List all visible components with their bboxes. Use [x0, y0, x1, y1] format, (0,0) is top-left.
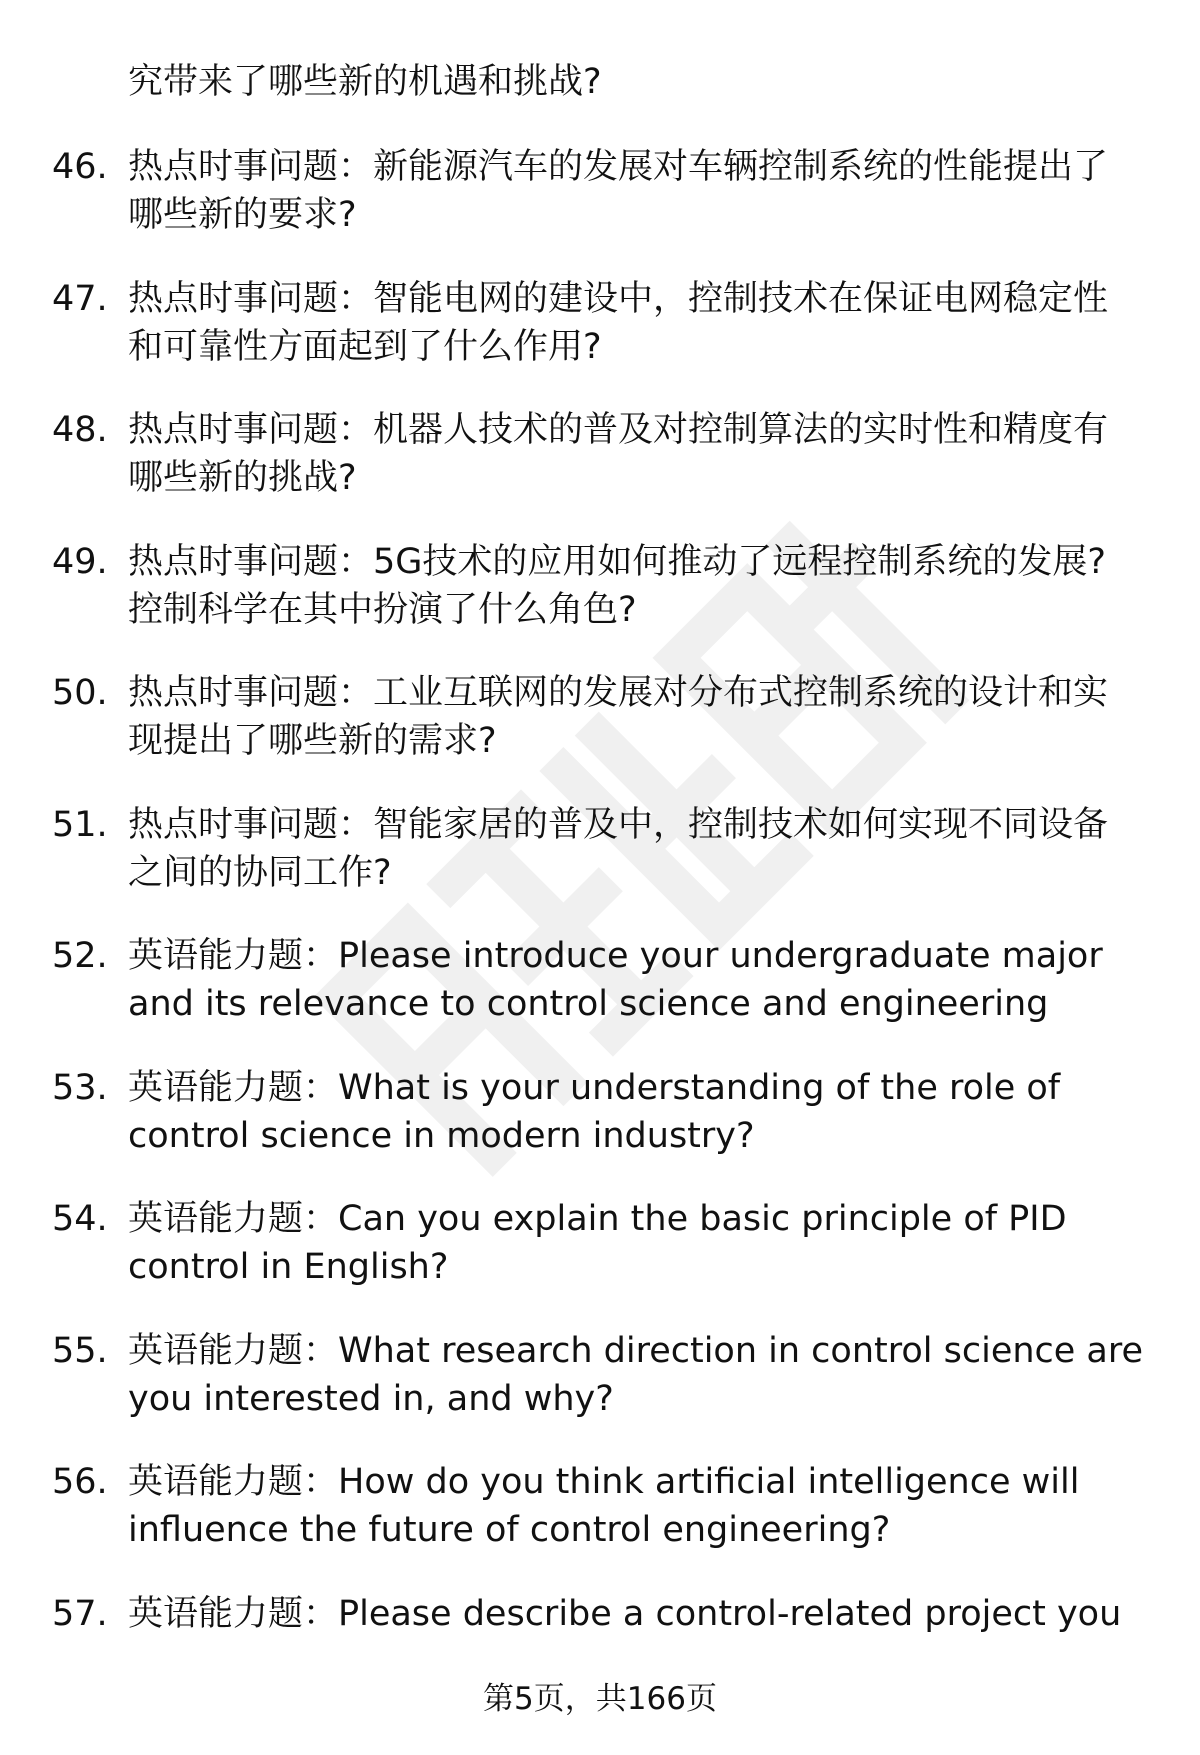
question-number: 50. — [52, 673, 108, 713]
question-number: 49. — [52, 541, 108, 582]
question-line: 热点时事问题：机器人技术的普及对控制算法的实时性和精度有 — [128, 410, 1109, 450]
question-line: 哪些新的挑战? — [128, 458, 357, 498]
question-line: 英语能力题：Can you explain the basic principle of PID — [128, 1199, 1067, 1239]
question-line: 英语能力题：Please introduce your undergraduate major — [128, 936, 1103, 976]
question-item — [0, 932, 1200, 1064]
question-line: 英语能力题：How do you think artificial intelligence will — [128, 1462, 1080, 1502]
question-text — [128, 801, 1138, 897]
question-line: 英语能力题：Please describe a control-related project you — [128, 1593, 1122, 1634]
question-line: 控制科学在其中扮演了什么角色? — [128, 589, 637, 630]
question-text — [128, 1064, 1138, 1160]
question-number: 48. — [52, 410, 108, 450]
question-line: 热点时事问题：智能家居的普及中，控制技术如何实现不同设备 — [128, 804, 1109, 845]
question-text — [128, 1458, 1138, 1554]
question-text — [128, 1590, 1138, 1638]
question-item — [0, 406, 1200, 538]
question-line: you interested in, and why? — [128, 1378, 614, 1419]
question-item — [0, 1327, 1200, 1459]
question-item — [0, 1195, 1200, 1327]
question-number: 54. — [52, 1199, 108, 1239]
continued-question-line: 究带来了哪些新的机遇和挑战? — [128, 62, 602, 102]
question-number: 46. — [52, 147, 108, 187]
question-text — [128, 932, 1138, 1028]
question-line: 哪些新的要求? — [128, 195, 357, 235]
question-item — [0, 275, 1200, 407]
question-text — [128, 143, 1138, 239]
question-item — [0, 143, 1200, 275]
question-item — [0, 669, 1200, 801]
question-line: 现提出了哪些新的需求? — [128, 721, 497, 761]
question-number: 53. — [52, 1067, 108, 1108]
question-line: control science in modern industry? — [128, 1115, 755, 1156]
question-number: 51. — [52, 804, 108, 845]
question-number: 56. — [52, 1462, 108, 1502]
question-text — [128, 275, 1138, 371]
question-text — [128, 538, 1138, 634]
question-item — [0, 1458, 1200, 1590]
question-item — [0, 801, 1200, 933]
question-item — [0, 1064, 1200, 1196]
question-text — [128, 1195, 1138, 1291]
page-footer: 第5页，共166页 — [483, 1681, 717, 1717]
question-line: 英语能力题：What is your understanding of the role of — [128, 1067, 1061, 1108]
question-line: 和可靠性方面起到了什么作用? — [128, 326, 602, 367]
question-line: 之间的协同工作? — [128, 852, 392, 893]
question-line: 热点时事问题：5G技术的应用如何推动了远程控制系统的发展? — [128, 541, 1106, 582]
question-text — [128, 1327, 1144, 1423]
question-text — [128, 669, 1138, 765]
question-line: 热点时事问题：工业互联网的发展对分布式控制系统的设计和实 — [128, 673, 1109, 713]
question-text — [128, 406, 1138, 502]
question-number: 52. — [52, 936, 108, 976]
question-line: influence the future of control engineering? — [128, 1510, 891, 1550]
question-line: control in English? — [128, 1247, 449, 1287]
question-list — [0, 143, 1200, 1721]
question-number: 55. — [52, 1330, 108, 1371]
question-number: 57. — [52, 1593, 108, 1634]
question-line: 热点时事问题：新能源汽车的发展对车辆控制系统的性能提出了 — [128, 147, 1109, 187]
question-number: 47. — [52, 278, 108, 319]
question-line: and its relevance to control science and engineering — [128, 984, 1049, 1024]
question-item — [0, 538, 1200, 670]
question-line: 英语能力题：What research direction in control science are — [128, 1330, 1144, 1371]
question-line: 热点时事问题：智能电网的建设中，控制技术在保证电网稳定性 — [128, 278, 1109, 319]
